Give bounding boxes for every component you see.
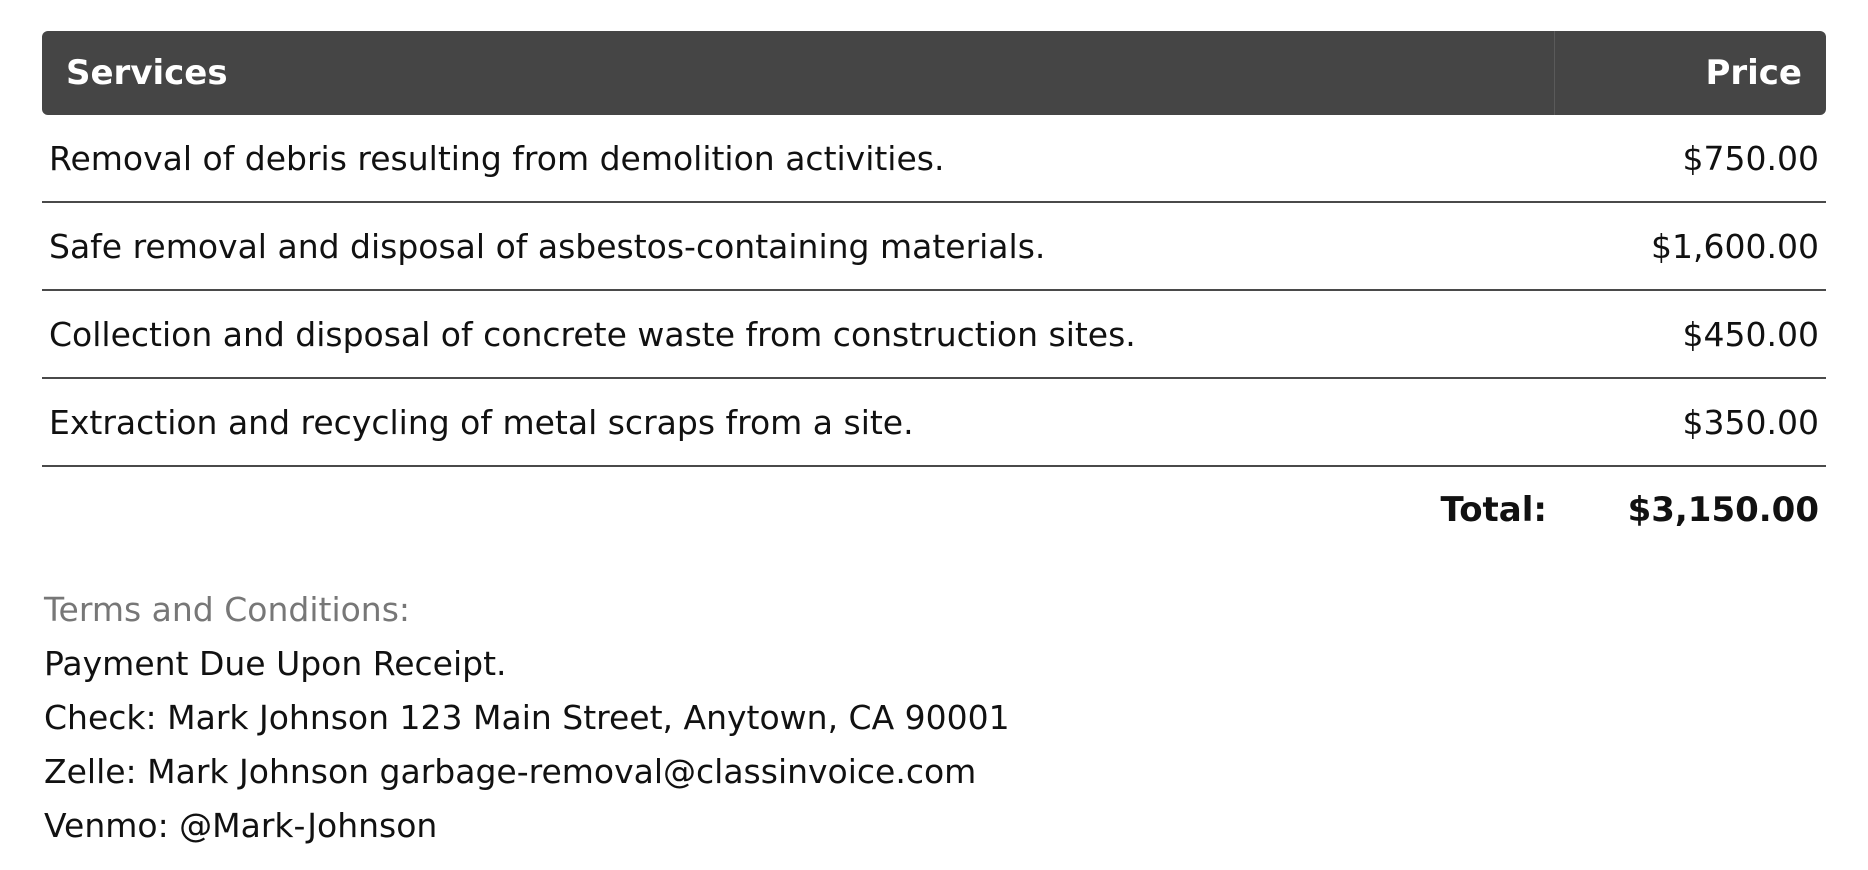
total-value: $3,150.00 xyxy=(1627,490,1819,530)
terms-line-zelle: Zelle: Mark Johnson garbage-removal@classinvoice.com xyxy=(44,752,977,791)
service-row xyxy=(42,203,1826,291)
terms-title: Terms and Conditions: xyxy=(44,590,411,629)
terms-line-payment-due: Payment Due Upon Receipt. xyxy=(44,644,507,683)
service-price: $450.00 xyxy=(1682,314,1819,354)
table-header xyxy=(42,31,1826,115)
terms-line-check: Check: Mark Johnson 123 Main Street, Anytown, CA 90001 xyxy=(44,698,1010,737)
service-row xyxy=(42,379,1826,467)
service-price: $350.00 xyxy=(1682,402,1819,442)
service-price: $1,600.00 xyxy=(1651,226,1819,266)
service-row xyxy=(42,291,1826,379)
total-row xyxy=(42,467,1826,553)
service-description: Collection and disposal of concrete waste from construction sites. xyxy=(49,314,1136,354)
services-column-header: Services xyxy=(66,53,228,93)
price-column-header: Price xyxy=(1554,31,1826,115)
invoice-services-table xyxy=(42,31,1826,553)
service-price: $750.00 xyxy=(1682,138,1819,178)
total-label: Total: xyxy=(1440,490,1547,530)
terms-line-venmo: Venmo: @Mark-Johnson xyxy=(44,806,438,845)
service-description: Safe removal and disposal of asbestos-containing materials. xyxy=(49,226,1046,266)
service-description: Removal of debris resulting from demolition activities. xyxy=(49,138,945,178)
service-row xyxy=(42,115,1826,203)
service-description: Extraction and recycling of metal scraps from a site. xyxy=(49,402,914,442)
terms-and-conditions xyxy=(44,583,1010,853)
